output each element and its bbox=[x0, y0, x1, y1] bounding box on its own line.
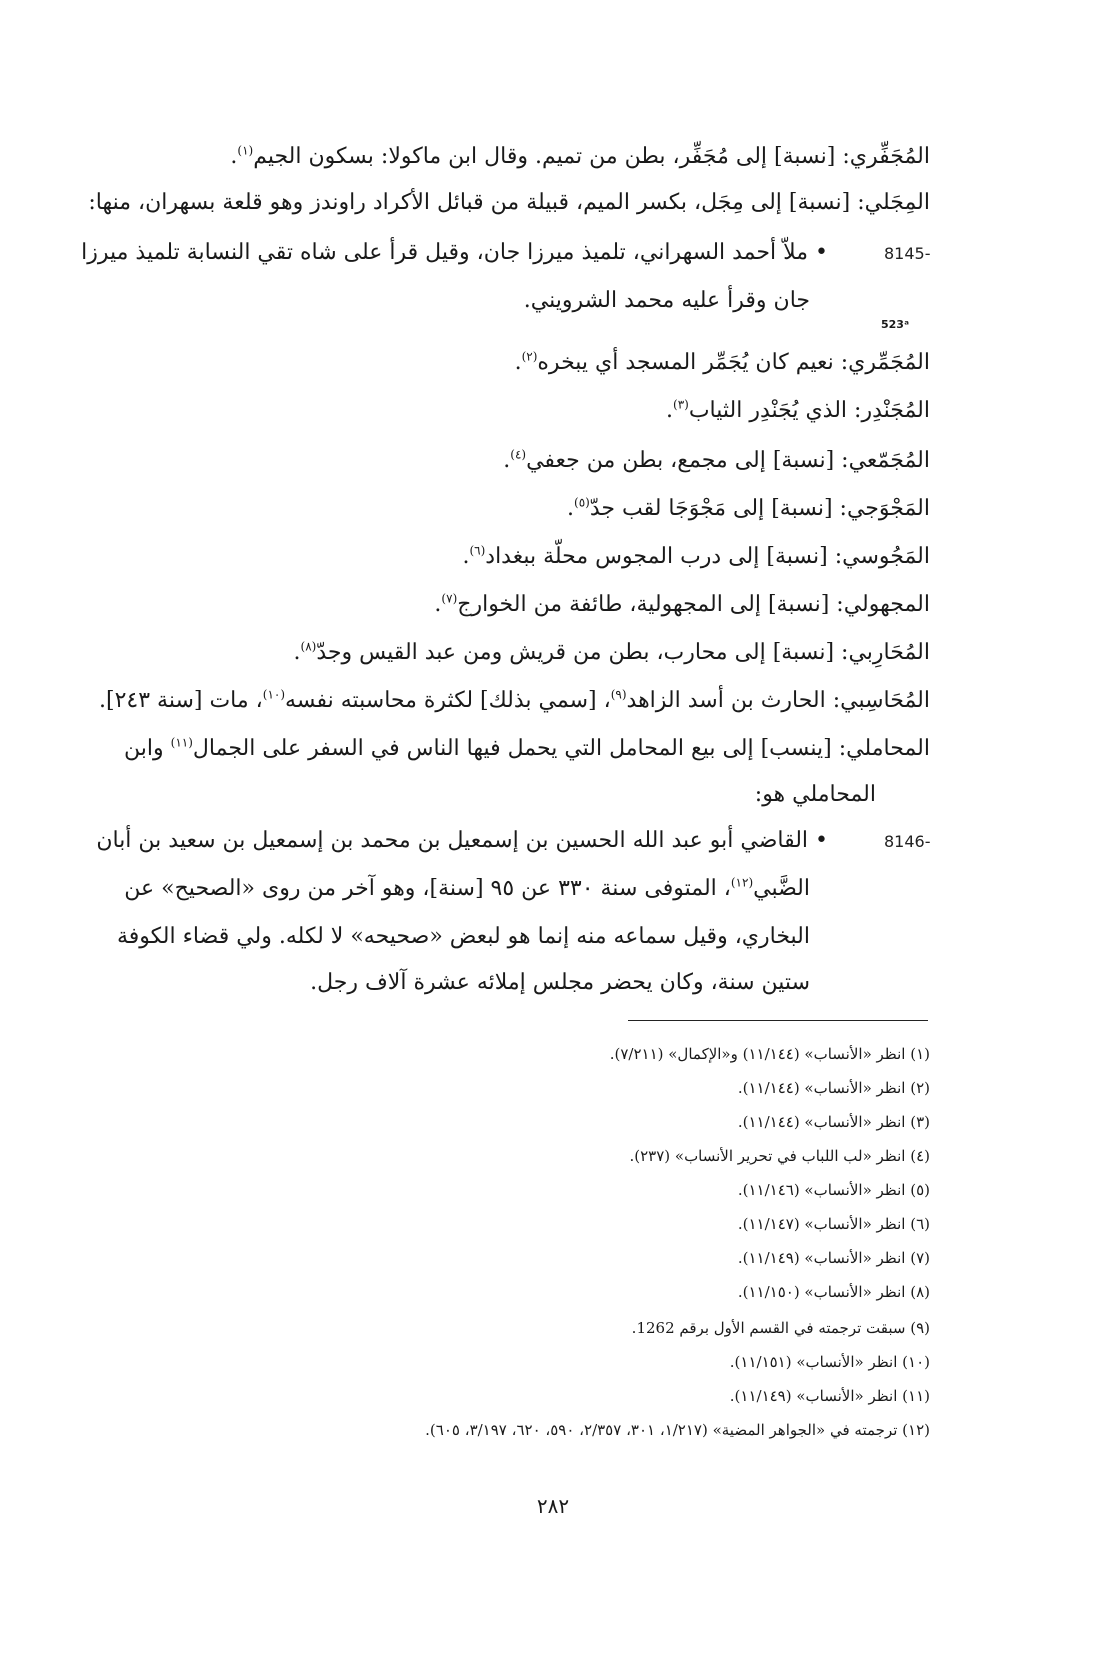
footnote: (١) انظر «الأنساب» (١١/١٤٤) و«الإكمال» (٧/٢١١). bbox=[609, 1045, 930, 1063]
entry-mujammiri: المُجَمِّري: نعيم كان يُجَمِّر المسجد أي يبخره$^{(٢)}$. bbox=[514, 349, 930, 375]
entry-majhuli: المجهولي: [نسبة] إلى المجهولية، طائفة من الخوارج$^{(٧)}$. bbox=[434, 591, 930, 617]
entry-muhasibi: المُحَاسِبي: الحارث بن أسد الزاهد$^{(٩)}$، [سمي بذلك] لكثرة محاسبته نفسه$^{(١٠)}$، مات [سنة ٢٤٣]. bbox=[99, 687, 930, 713]
entry-number: 8145- bbox=[884, 244, 931, 263]
footnote: (٢) انظر «الأنساب» (١١/١٤٤). bbox=[737, 1079, 930, 1097]
entry-continuation: جان وقرأ عليه محمد الشرويني. bbox=[523, 288, 810, 313]
footnote: (٤) انظر «لب اللباب في تحرير الأنساب» (٢٣٧). bbox=[629, 1147, 930, 1165]
entry-qadi-husain: • القاضي أبو عبد الله الحسين بن إسمعيل بن محمد بن إسمعيل بن سعيد بن أبان bbox=[96, 828, 828, 853]
entry-mijali: المِجَلي: [نسبة] إلى مِجَل، بكسر الميم، قبيلة من قبائل الأكراد راوندز وهو قلعة بسهران، منها: bbox=[88, 190, 930, 215]
footnote: (١٠) انظر «الأنساب» (١١/١٥١). bbox=[729, 1353, 930, 1371]
footnote: (١٢) ترجمته في «الجواهر المضية» (١/٢١٧، ٣٠١، ٢/٣٥٧، ٥٩٠، ٦٢٠، ٣/١٩٧، ٦٠٥). bbox=[425, 1421, 930, 1439]
footnote: (٣) انظر «الأنساب» (١١/١٤٤). bbox=[737, 1113, 930, 1131]
entry-majwaji: المَجْوَجي: [نسبة] إلى مَجْوَجَا لقب جدّ$^{(٥)}$. bbox=[567, 495, 930, 521]
entry-mujandir: المُجَنْدِر: الذي يُجَنْدِر الثياب$^{(٣)}$. bbox=[666, 397, 930, 423]
footnote: (٦) انظر «الأنساب» (١١/١٤٧). bbox=[737, 1215, 930, 1233]
entry-majusi: المَجُوسي: [نسبة] إلى درب المجوس محلّة ببغداد$^{(٦)}$. bbox=[462, 543, 930, 569]
entry-dabbi: الضَّبي$^{(١٢)}$، المتوفى سنة ٣٣٠ عن ٩٥ [سنة]، وهو آخر من روى «الصحيح» عن bbox=[124, 875, 810, 901]
entry-mulla-ahmad: • ملاّ أحمد السهراني، تلميذ ميرزا جان، وقيل قرأ على شاه تقي النسابة تلميذ ميرزا bbox=[81, 240, 828, 265]
entry-mahamili-cont: المحاملي هو: bbox=[754, 782, 876, 807]
page-marker: 523ᵃ bbox=[881, 318, 909, 331]
footnote: (٥) انظر «الأنساب» (١١/١٤٦). bbox=[737, 1181, 930, 1199]
footnote-divider bbox=[628, 1020, 928, 1021]
entry-number: 8146- bbox=[884, 832, 931, 851]
entry-mujaffiri: المُجَفِّري: [نسبة] إلى مُجَفِّر، بطن من تميم. وقال ابن ماكولا: بسكون الجيم$^{(١)}$. bbox=[230, 143, 930, 169]
entry-bukhari: البخاري، وقيل سماعه منه إنما هو لبعض «صحيحه» لا لكله. ولي قضاء الكوفة bbox=[116, 924, 810, 949]
page-number: ٢٨٢ bbox=[536, 1494, 570, 1518]
footnote: (١١) انظر «الأنساب» (١١/١٤٩). bbox=[729, 1387, 930, 1405]
entry-mahamili: المحاملي: [ينسب] إلى بيع المحامل التي يحمل فيها الناس في السفر على الجمال$^{(١١)}$ وابن bbox=[124, 735, 930, 761]
entry-muharibi: المُحَارِبي: [نسبة] إلى محارب، بطن من قريش ومن عبد القيس وجدّ$^{(٨)}$. bbox=[293, 639, 930, 665]
footnote: (٨) انظر «الأنساب» (١١/١٥٠). bbox=[737, 1283, 930, 1301]
entry-sittin: ستين سنة، وكان يحضر مجلس إملائه عشرة آلاف رجل. bbox=[310, 970, 810, 995]
footnote: (٩) سبقت ترجمته في القسم الأول برقم 1262. bbox=[631, 1319, 930, 1337]
footnote: (٧) انظر «الأنساب» (١١/١٤٩). bbox=[737, 1249, 930, 1267]
entry-mujammai: المُجَمّعي: [نسبة] إلى مجمع، بطن من جعفي$^{(٤)}$. bbox=[503, 447, 930, 473]
